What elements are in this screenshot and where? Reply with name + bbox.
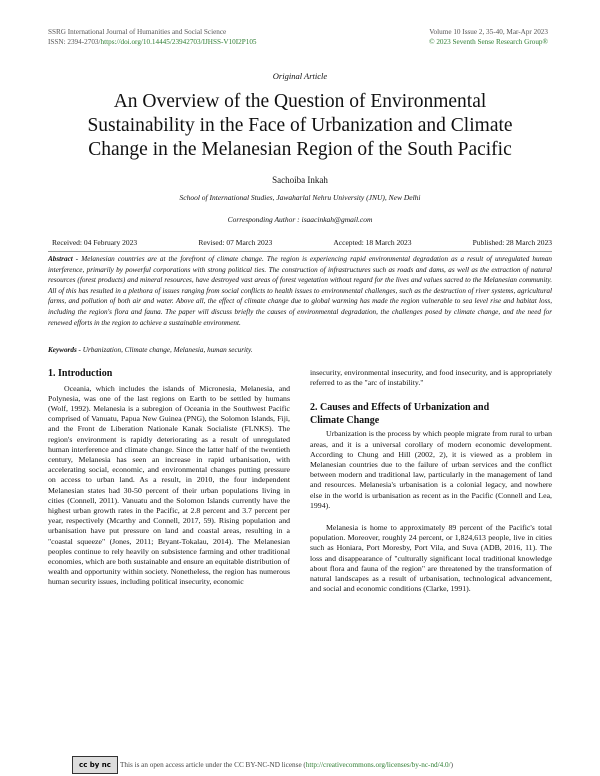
- keywords: [48, 346, 552, 354]
- keywords-text: Urbanization, Climate change, Melanesia, human security.: [82, 346, 253, 354]
- abstract: [48, 254, 552, 328]
- keywords-label: Keywords -: [48, 346, 81, 354]
- author-name: Sachoiba Inkah: [272, 175, 328, 185]
- published-date: Published: 28 March 2023: [472, 238, 552, 247]
- heading-line: 2. Causes and Effects of Urbanization and: [310, 402, 490, 414]
- article-type: Original Article: [272, 71, 328, 81]
- paper-title: [40, 90, 560, 162]
- paragraph: insecurity, environmental insecurity, and food insecurity, and is appropriately referred to as the "arc of instability.": [310, 368, 552, 388]
- paragraph: Urbanization is the process by which people migrate from rural to urban areas, and it is a universal corollary of modern economic development. According to Chung and Hill (2002, 2), it is viewed as a problem in Melanesian countries due to the failure of urban services and the conflict between modern and traditional law, particularly in the management of land and resources. Melanesia's urbanisation is a colonial legacy, and nowhere else in the world is urbanisation as recent as in the Pacific (Connell and Lea, 1994).: [310, 429, 552, 510]
- journal-name: SSRG International Journal of Humanities and Social Science: [48, 28, 227, 36]
- article-dates: [52, 238, 552, 247]
- license-footer: [72, 756, 453, 774]
- section-heading: [310, 402, 552, 427]
- volume-header: [429, 28, 548, 47]
- divider: [48, 251, 552, 252]
- journal-header: [48, 28, 257, 47]
- issn-doi-line: [48, 38, 257, 48]
- copyright: © 2023 Seventh Sense Research Group®: [429, 37, 548, 46]
- volume-info: Volume 10 Issue 2, 35-40, Mar-Apr 2023: [429, 28, 548, 36]
- paragraph: Oceania, which includes the islands of Micronesia, Melanesia, and Polynesia, was one of the last regions on Earth to be settled by humans (Wolf, 1992). Melanesia is a subregion of Oceania in the Southwest Pacific comprised of Vanuatu, Papua New Guinea (PNG), the Solomon Islands, Fiji, and the Front de Liberation Nationale Kanak Socialiste (FLNKS). The region's environment is rapidly deteriorating as a result of unregulated human interference and climate change. Since the latter half of the twentieth century, Melanesia has seen an increase in rapid urbanisation, with accelerating social, economic, and environmental changes putting pressure on access to urban land. As a result, in 2010, the four independent Melanesian states had 30-50 percent of their urban populations living in cities (Connell, 2011). Vanuatu and the Solomon Islands currently have the highest urban growth rates in the Pacific, at 2.8 percent and 3.7 percent per year, respectively (Mcarthy and Connell, 2017, 59). Rising population and urbanisation have put pressure on land and coastal areas, resulting in a "coastal squeeze" (Jones, 2011; Bryant-Tokalau, 2014). The Melanesian peoples continue to rely heavily on subsistence farming and other traditional economies, which are both sustainable and ensure an equitable distribution of wealth and opportunity within society. Nonetheless, the region has numerous human security issues, including political insecurity, economic: [48, 383, 290, 587]
- affiliation: School of International Studies, Jawaharlal Nehru University (JNU), New Delhi: [179, 193, 421, 202]
- paragraph: Melanesia is home to approximately 89 percent of the Pacific's total population. Moreover, roughly 24 percent, or 1,824,613 people, live in cities such as Honiara, Port Moresby, Port Vila, and Suva (ADB, 2016, 11). The loss and disappearance of "culturally significant local traditional knowledge about flora and fauna of the region" are threatened by the transformation of natural landscapes as a result of urbanisation, technological advancement, and social and economic conditions (Clarke, 1991).: [310, 523, 552, 594]
- corresponding-author: Corresponding Author : isaacinkah@gmail.com: [227, 215, 373, 224]
- right-column: [310, 368, 552, 594]
- heading-line: Climate Change: [310, 414, 380, 426]
- license-link[interactable]: http://creativecommons.org/licenses/by-nc-nd/4.0/: [305, 761, 451, 769]
- doi-link[interactable]: https://doi.org/10.14445/23942703/IJHSS-V10I2P105: [100, 37, 257, 46]
- revised-date: Revised: 07 March 2023: [198, 238, 273, 247]
- cc-license-badge: cc by nc: [72, 756, 118, 774]
- issn: ISSN: 2394-2703/: [48, 37, 101, 46]
- received-date: Received: 04 February 2023: [52, 238, 138, 247]
- title-line: Sustainability in the Face of Urbanization and Climate: [87, 115, 513, 136]
- section-heading: 1. Introduction: [48, 368, 113, 379]
- accepted-date: Accepted: 18 March 2023: [333, 238, 412, 247]
- license-close: ): [450, 761, 454, 769]
- left-column: [48, 368, 290, 588]
- abstract-text: Melanesian countries are at the forefront of climate change. The region is experiencing rapid environmental degradation as a result of unregulated human interference, primarily by powerful corporations with strong political ties. The construction of infrastructures such as roads and dams, as well as the extraction of natural resources (forest products) and mineral resources, have destroyed vast areas of forest vegetation without regard for the lives and values sacred to the Melanesian community. All of this has resulted in a plethora of issues ranging from social conflicts to health issues to environmental challenges, such as the destruction of river systems, agricultural farms, and pollution of both air and water. Above all, the effect of climate change due to global warming has made the region vulnerable to sea level rise and habitat loss, including the region's flora and fauna. The paper will discuss briefly the causes of environmental degradation, the challenges posed by climate change, and the need for renewed efforts in the region to achieve a sustainable environment.: [48, 255, 553, 327]
- license-text: This is an open access article under the CC BY-NC-ND license (: [120, 761, 306, 769]
- title-line: An Overview of the Question of Environmental: [113, 91, 487, 112]
- abstract-label: Abstract -: [48, 255, 79, 263]
- title-line: Change in the Melanesian Region of the South Pacific: [88, 139, 512, 160]
